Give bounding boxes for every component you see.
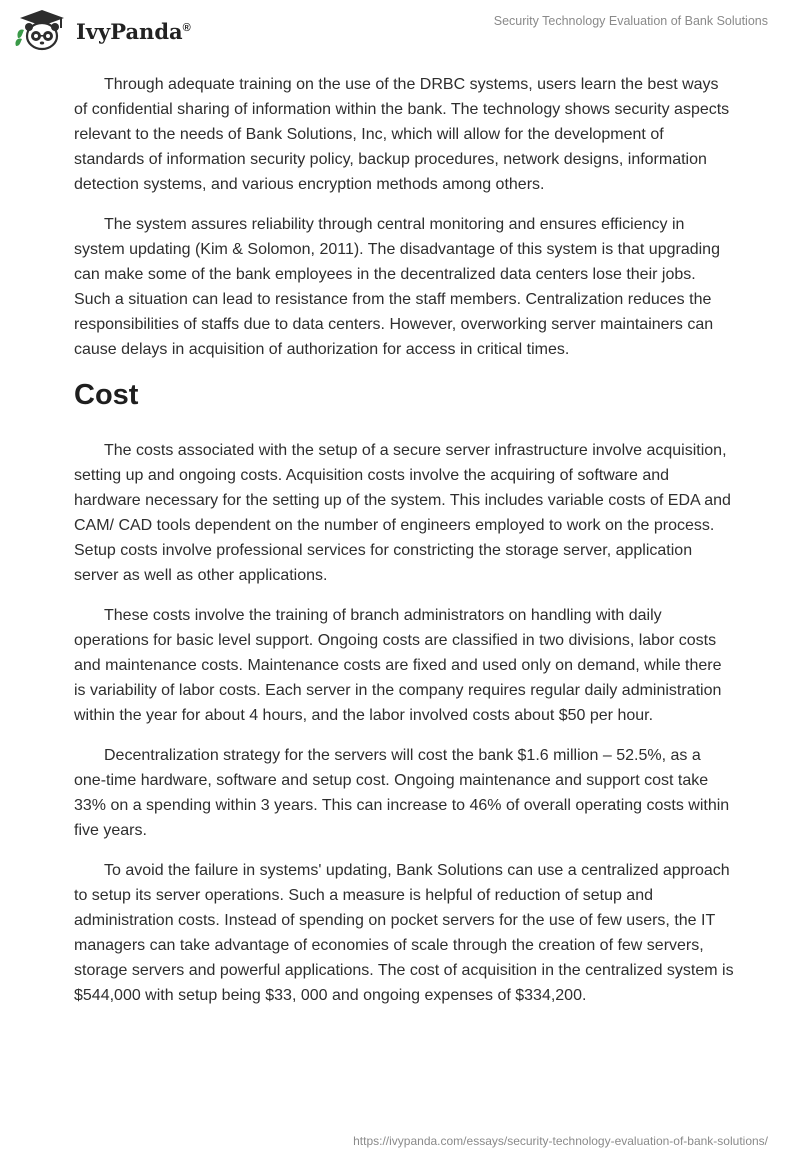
paragraph: The system assures reliability through central monitoring and ensures efficiency in system updating (Kim & Solomon, 2011). The disadvantage of this system is that upgrading can make some of the bank employees in the decentralized data centers lose their jobs. Such a situation can lead to resistance from the staff members. Centralization reduces the responsibilities of staffs due to data centers. However, overworking server maintainers can cause delays in acquisition of authorization for access in critical times. xyxy=(74,216,720,358)
paragraph: To avoid the failure in systems' updating, Bank Solutions can use a centralized approach to setup its server operations. Such a measure is helpful of reduction of setup and administration costs. Instead of spending on pocket servers for the use of few users, the IT managers can take advantage of economies of scale through the creation of few servers, storage servers and powerful applications. The cost of acquisition in the centralized system is $544,000 with setup being $33, 000 and ongoing expenses of $334,200. xyxy=(74,862,734,1004)
section-heading-cost: Cost xyxy=(74,379,139,411)
paragraph: Decentralization strategy for the servers will cost the bank $1.6 million – 52.5%, as a one-time hardware, software and setup cost. Ongoing maintenance and support cost take 33% on a spending within 3 years. This can increase to 46% of overall operating costs within five years. xyxy=(74,747,730,839)
document-title: Security Technology Evaluation of Bank Solutions xyxy=(493,14,768,28)
paragraph: These costs involve the training of branch administrators on handling with daily operations for basic level support. Ongoing costs are classified in two divisions, labor costs and maintenance costs. Maintenance costs are fixed and used only on demand, while there is variability of labor costs. Each server in the company requires regular daily administration within the year for about 4 hours, and the labor involved costs about $50 per hour. xyxy=(74,607,722,724)
paragraph: The costs associated with the setup of a secure server infrastructure involve acquisition, setting up and ongoing costs. Acquisition costs involve the acquiring of software and hardware necessary for the setting up of the system. This includes variable costs of EDA and CAM/ CAD tools dependent on the number of engineers employed to work on the process. Setup costs involve professional services for constricting the storage server, application server as well as other applications. xyxy=(74,442,731,584)
page-header xyxy=(0,0,800,64)
essay-body xyxy=(74,72,734,1023)
paragraph: Through adequate training on the use of the DRBC systems, users learn the best ways of confidential sharing of information within the bank. The technology shows security aspects relevant to the needs of Bank Solutions, Inc, which will allow for the development of standards of information security policy, backup procedures, network designs, information detection systems, and various encryption methods among others. xyxy=(74,76,730,193)
registered-mark: ® xyxy=(182,21,191,34)
panda-graduate-icon xyxy=(14,8,70,52)
brand-logo[interactable] xyxy=(14,8,191,52)
brand-name: IvyPanda® xyxy=(76,18,191,44)
source-url-link[interactable]: https://ivypanda.com/essays/security-technology-evaluation-of-bank-solutions/ xyxy=(353,1134,768,1148)
